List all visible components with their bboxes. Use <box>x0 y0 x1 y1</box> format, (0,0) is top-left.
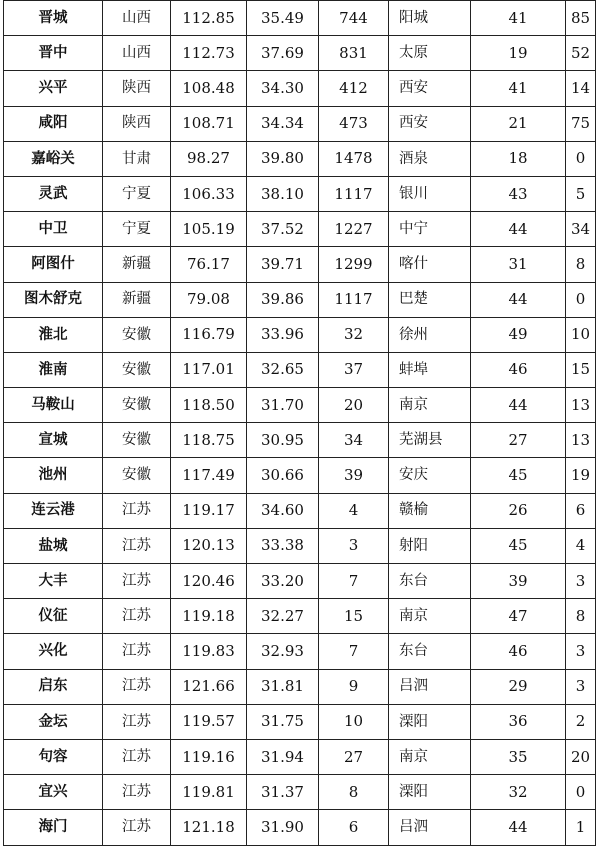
cell-latitude: 38.10 <box>247 176 319 211</box>
cell-city: 晋城 <box>4 1 103 36</box>
cell-station: 溧阳 <box>389 704 471 739</box>
cell-city: 图木舒克 <box>4 282 103 317</box>
cell-distance: 19 <box>471 36 566 71</box>
cell-elevation: 4 <box>319 493 389 528</box>
cell-city: 嘉峪关 <box>4 141 103 176</box>
cell-province: 安徽 <box>103 423 171 458</box>
cell-station: 蚌埠 <box>389 352 471 387</box>
cell-distance: 41 <box>471 71 566 106</box>
cell-value: 3 <box>566 564 596 599</box>
cell-city: 中卫 <box>4 212 103 247</box>
cell-value: 8 <box>566 599 596 634</box>
cell-elevation: 831 <box>319 36 389 71</box>
cell-province: 宁夏 <box>103 176 171 211</box>
cell-distance: 32 <box>471 775 566 810</box>
cell-distance: 46 <box>471 634 566 669</box>
table-body <box>4 1 596 846</box>
cell-city: 兴平 <box>4 71 103 106</box>
cell-longitude: 119.83 <box>171 634 247 669</box>
cell-station: 南京 <box>389 599 471 634</box>
cell-distance: 39 <box>471 564 566 599</box>
cell-distance: 46 <box>471 352 566 387</box>
table-row <box>4 423 596 458</box>
table-row <box>4 493 596 528</box>
cell-elevation: 8 <box>319 775 389 810</box>
table-row <box>4 388 596 423</box>
cell-station: 南京 <box>389 739 471 774</box>
table-row <box>4 810 596 845</box>
cell-station: 太原 <box>389 36 471 71</box>
cell-elevation: 32 <box>319 317 389 352</box>
cell-longitude: 121.66 <box>171 669 247 704</box>
cell-distance: 21 <box>471 106 566 141</box>
cell-distance: 29 <box>471 669 566 704</box>
cell-station: 安庆 <box>389 458 471 493</box>
cell-latitude: 33.96 <box>247 317 319 352</box>
cell-value: 0 <box>566 775 596 810</box>
cell-latitude: 31.75 <box>247 704 319 739</box>
cell-elevation: 744 <box>319 1 389 36</box>
cell-value: 10 <box>566 317 596 352</box>
cell-province: 江苏 <box>103 739 171 774</box>
cell-station: 芜湖县 <box>389 423 471 458</box>
cell-latitude: 32.65 <box>247 352 319 387</box>
table-row <box>4 352 596 387</box>
cell-elevation: 39 <box>319 458 389 493</box>
cell-longitude: 120.13 <box>171 528 247 563</box>
cell-province: 甘肃 <box>103 141 171 176</box>
table-row <box>4 212 596 247</box>
cell-latitude: 31.94 <box>247 739 319 774</box>
cell-province: 江苏 <box>103 704 171 739</box>
cell-longitude: 112.85 <box>171 1 247 36</box>
cell-longitude: 119.18 <box>171 599 247 634</box>
table-row <box>4 282 596 317</box>
cell-station: 喀什 <box>389 247 471 282</box>
cell-province: 山西 <box>103 36 171 71</box>
cell-latitude: 30.95 <box>247 423 319 458</box>
cell-distance: 44 <box>471 282 566 317</box>
cell-elevation: 412 <box>319 71 389 106</box>
cell-city: 池州 <box>4 458 103 493</box>
cell-latitude: 31.81 <box>247 669 319 704</box>
cell-value: 14 <box>566 71 596 106</box>
cell-elevation: 15 <box>319 599 389 634</box>
cell-elevation: 3 <box>319 528 389 563</box>
cell-longitude: 117.49 <box>171 458 247 493</box>
cell-station: 徐州 <box>389 317 471 352</box>
table-row <box>4 106 596 141</box>
cell-latitude: 30.66 <box>247 458 319 493</box>
cell-longitude: 118.75 <box>171 423 247 458</box>
cell-value: 20 <box>566 739 596 774</box>
table-row <box>4 141 596 176</box>
cell-province: 安徽 <box>103 388 171 423</box>
cell-longitude: 119.57 <box>171 704 247 739</box>
cell-station: 酒泉 <box>389 141 471 176</box>
table-row <box>4 739 596 774</box>
cell-latitude: 37.52 <box>247 212 319 247</box>
cell-distance: 45 <box>471 528 566 563</box>
cell-value: 19 <box>566 458 596 493</box>
cell-latitude: 33.20 <box>247 564 319 599</box>
cell-distance: 26 <box>471 493 566 528</box>
cell-distance: 45 <box>471 458 566 493</box>
table-row <box>4 775 596 810</box>
cell-distance: 36 <box>471 704 566 739</box>
cell-longitude: 119.16 <box>171 739 247 774</box>
cell-city: 兴化 <box>4 634 103 669</box>
cell-value: 85 <box>566 1 596 36</box>
cell-province: 江苏 <box>103 564 171 599</box>
cell-distance: 35 <box>471 739 566 774</box>
cell-distance: 44 <box>471 212 566 247</box>
cell-latitude: 31.90 <box>247 810 319 845</box>
cell-longitude: 119.17 <box>171 493 247 528</box>
table-row <box>4 36 596 71</box>
cell-city: 连云港 <box>4 493 103 528</box>
cell-value: 0 <box>566 141 596 176</box>
cell-province: 陕西 <box>103 106 171 141</box>
cell-value: 34 <box>566 212 596 247</box>
cell-city: 海门 <box>4 810 103 845</box>
cell-city: 灵武 <box>4 176 103 211</box>
cell-elevation: 6 <box>319 810 389 845</box>
cell-longitude: 112.73 <box>171 36 247 71</box>
cell-distance: 44 <box>471 388 566 423</box>
cell-station: 西安 <box>389 71 471 106</box>
cell-elevation: 7 <box>319 564 389 599</box>
cell-station: 中宁 <box>389 212 471 247</box>
cell-province: 新疆 <box>103 282 171 317</box>
cell-longitude: 108.48 <box>171 71 247 106</box>
cell-province: 江苏 <box>103 775 171 810</box>
cell-latitude: 39.80 <box>247 141 319 176</box>
table-row <box>4 528 596 563</box>
cell-province: 江苏 <box>103 634 171 669</box>
cell-distance: 18 <box>471 141 566 176</box>
cell-station: 吕泗 <box>389 669 471 704</box>
cell-value: 75 <box>566 106 596 141</box>
cell-longitude: 106.33 <box>171 176 247 211</box>
cell-latitude: 33.38 <box>247 528 319 563</box>
cell-city: 阿图什 <box>4 247 103 282</box>
cell-latitude: 39.71 <box>247 247 319 282</box>
cell-city: 启东 <box>4 669 103 704</box>
cell-longitude: 105.19 <box>171 212 247 247</box>
cell-station: 东台 <box>389 564 471 599</box>
table-row <box>4 1 596 36</box>
cell-value: 8 <box>566 247 596 282</box>
cell-city: 大丰 <box>4 564 103 599</box>
cell-province: 安徽 <box>103 317 171 352</box>
cell-value: 0 <box>566 282 596 317</box>
cell-elevation: 9 <box>319 669 389 704</box>
cell-province: 陕西 <box>103 71 171 106</box>
cell-longitude: 119.81 <box>171 775 247 810</box>
cell-elevation: 10 <box>319 704 389 739</box>
cell-station: 南京 <box>389 388 471 423</box>
cell-longitude: 121.18 <box>171 810 247 845</box>
cell-elevation: 7 <box>319 634 389 669</box>
table-row <box>4 634 596 669</box>
cell-elevation: 20 <box>319 388 389 423</box>
cell-distance: 49 <box>471 317 566 352</box>
cell-value: 1 <box>566 810 596 845</box>
cell-longitude: 108.71 <box>171 106 247 141</box>
cell-station: 赣榆 <box>389 493 471 528</box>
cell-elevation: 1478 <box>319 141 389 176</box>
table-row <box>4 704 596 739</box>
cell-latitude: 35.49 <box>247 1 319 36</box>
cell-elevation: 37 <box>319 352 389 387</box>
cell-province: 新疆 <box>103 247 171 282</box>
table-row <box>4 176 596 211</box>
cell-station: 溧阳 <box>389 775 471 810</box>
cell-elevation: 473 <box>319 106 389 141</box>
cell-value: 3 <box>566 634 596 669</box>
cell-station: 西安 <box>389 106 471 141</box>
cell-province: 江苏 <box>103 493 171 528</box>
cell-elevation: 1227 <box>319 212 389 247</box>
cell-longitude: 98.27 <box>171 141 247 176</box>
cell-city: 马鞍山 <box>4 388 103 423</box>
cell-longitude: 76.17 <box>171 247 247 282</box>
cell-city: 仪征 <box>4 599 103 634</box>
cell-latitude: 34.60 <box>247 493 319 528</box>
cell-city: 晋中 <box>4 36 103 71</box>
cell-latitude: 34.30 <box>247 71 319 106</box>
cell-province: 安徽 <box>103 352 171 387</box>
cell-city: 金坛 <box>4 704 103 739</box>
cell-distance: 27 <box>471 423 566 458</box>
cell-value: 3 <box>566 669 596 704</box>
cell-value: 2 <box>566 704 596 739</box>
cell-elevation: 34 <box>319 423 389 458</box>
cell-city: 盐城 <box>4 528 103 563</box>
cell-longitude: 120.46 <box>171 564 247 599</box>
cell-value: 6 <box>566 493 596 528</box>
cell-station: 射阳 <box>389 528 471 563</box>
city-station-table <box>3 0 596 846</box>
cell-elevation: 1117 <box>319 176 389 211</box>
cell-distance: 44 <box>471 810 566 845</box>
cell-latitude: 34.34 <box>247 106 319 141</box>
cell-latitude: 31.37 <box>247 775 319 810</box>
cell-station: 银川 <box>389 176 471 211</box>
cell-station: 阳城 <box>389 1 471 36</box>
cell-latitude: 37.69 <box>247 36 319 71</box>
cell-elevation: 1117 <box>319 282 389 317</box>
table-row <box>4 247 596 282</box>
cell-province: 江苏 <box>103 599 171 634</box>
cell-latitude: 31.70 <box>247 388 319 423</box>
cell-longitude: 116.79 <box>171 317 247 352</box>
table-row <box>4 458 596 493</box>
cell-city: 宜兴 <box>4 775 103 810</box>
cell-province: 江苏 <box>103 669 171 704</box>
cell-latitude: 39.86 <box>247 282 319 317</box>
cell-province: 江苏 <box>103 528 171 563</box>
cell-longitude: 118.50 <box>171 388 247 423</box>
table-row <box>4 71 596 106</box>
cell-longitude: 79.08 <box>171 282 247 317</box>
cell-province: 山西 <box>103 1 171 36</box>
table-row <box>4 669 596 704</box>
cell-value: 13 <box>566 423 596 458</box>
cell-value: 13 <box>566 388 596 423</box>
cell-distance: 41 <box>471 1 566 36</box>
cell-value: 52 <box>566 36 596 71</box>
cell-city: 咸阳 <box>4 106 103 141</box>
table-row <box>4 564 596 599</box>
cell-value: 15 <box>566 352 596 387</box>
cell-elevation: 1299 <box>319 247 389 282</box>
cell-distance: 47 <box>471 599 566 634</box>
cell-value: 4 <box>566 528 596 563</box>
cell-city: 宣城 <box>4 423 103 458</box>
cell-station: 吕泗 <box>389 810 471 845</box>
cell-province: 宁夏 <box>103 212 171 247</box>
table-row <box>4 599 596 634</box>
cell-longitude: 117.01 <box>171 352 247 387</box>
cell-province: 江苏 <box>103 810 171 845</box>
cell-distance: 31 <box>471 247 566 282</box>
cell-distance: 43 <box>471 176 566 211</box>
cell-station: 巴楚 <box>389 282 471 317</box>
cell-station: 东台 <box>389 634 471 669</box>
cell-elevation: 27 <box>319 739 389 774</box>
cell-province: 安徽 <box>103 458 171 493</box>
cell-value: 5 <box>566 176 596 211</box>
table-row <box>4 317 596 352</box>
cell-latitude: 32.27 <box>247 599 319 634</box>
cell-city: 淮南 <box>4 352 103 387</box>
cell-latitude: 32.93 <box>247 634 319 669</box>
cell-city: 淮北 <box>4 317 103 352</box>
cell-city: 句容 <box>4 739 103 774</box>
